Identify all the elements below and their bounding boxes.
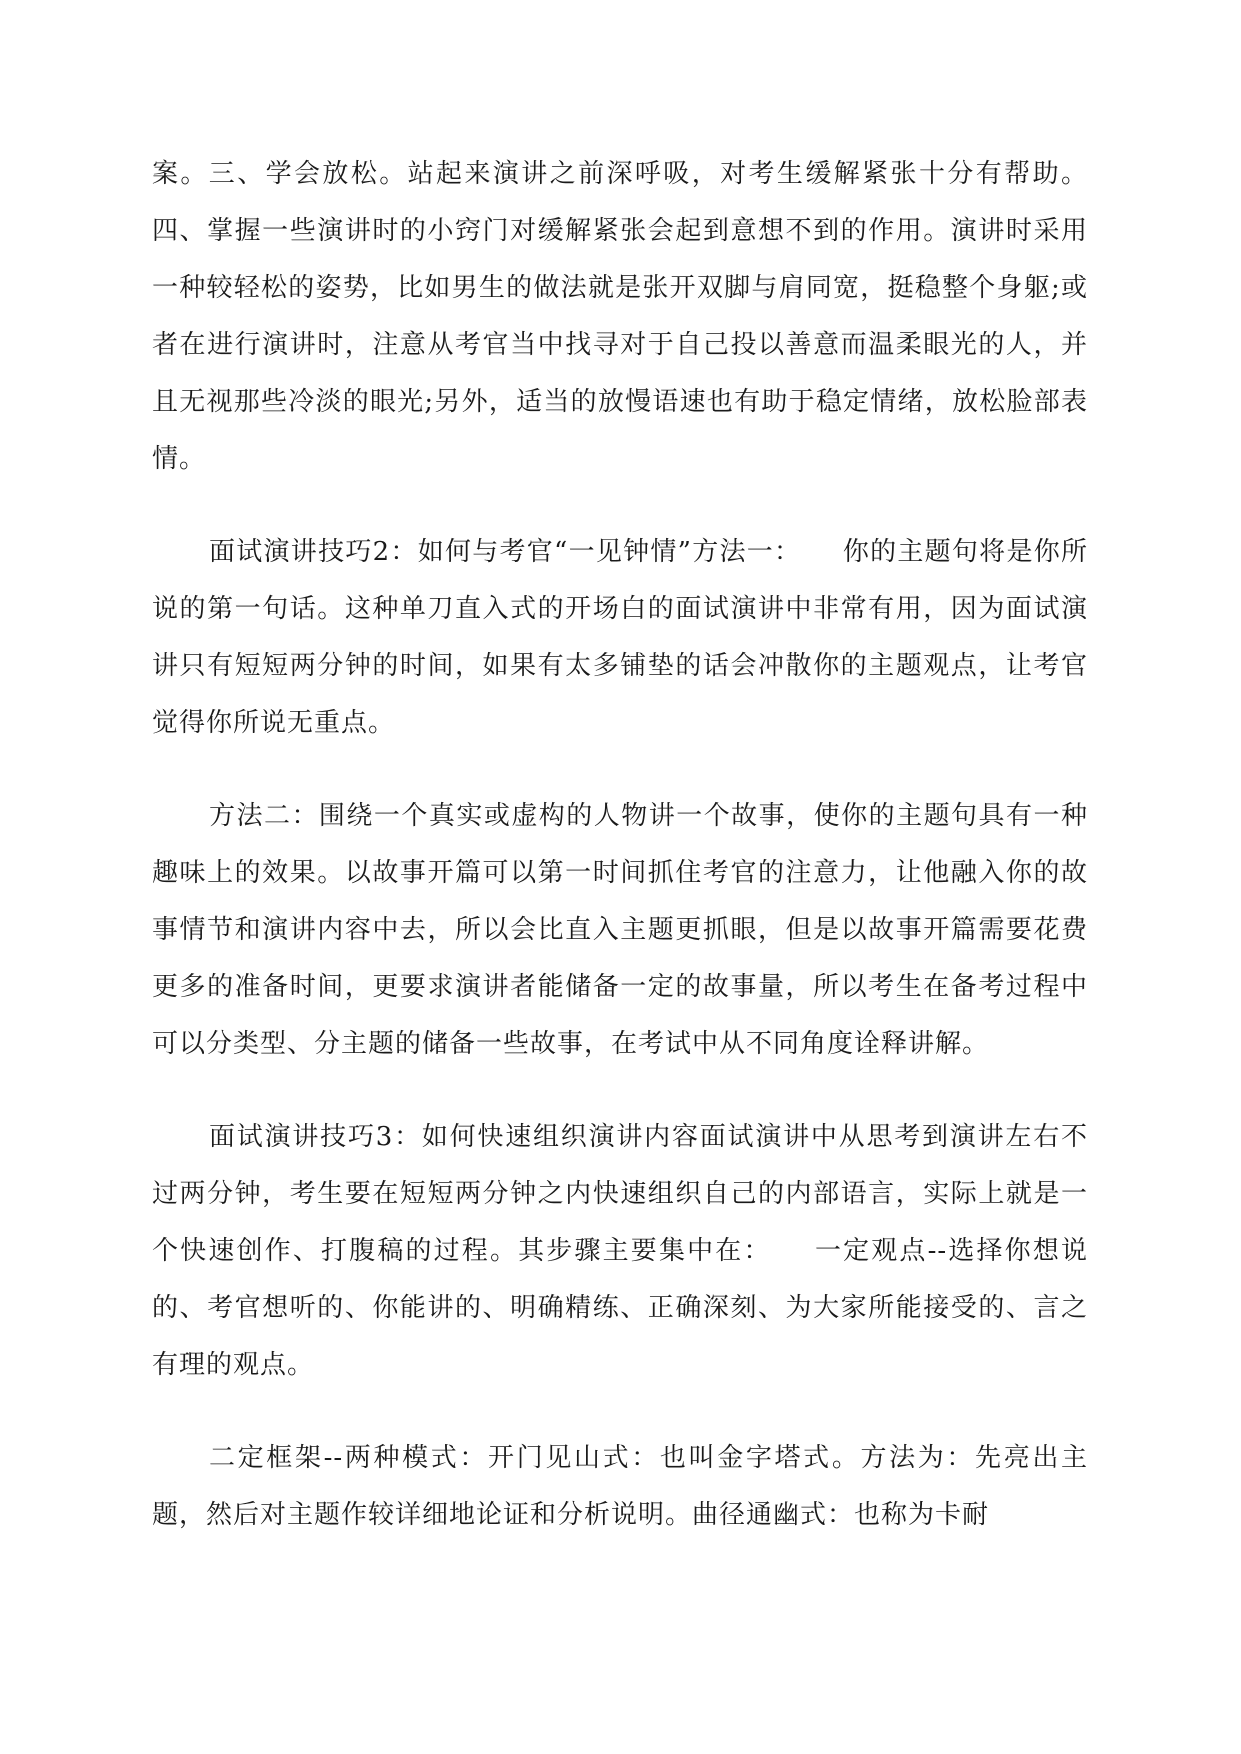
document-body (152, 146, 1088, 1580)
paragraph-tip-3: 面试演讲技巧3：如何快速组织演讲内容面试演讲中从思考到演讲左右不过两分钟，考生要在短短两分钟之内快速组织自己的内部语言，实际上就是一个快速创作、打腹稿的过程。其步骤主要集中在： 一定观点--选择你想说的、考官想听的、你能讲的、明确精练、正确深刻、为大家所能接受的、言之有理的观点。 (152, 1122, 1088, 1380)
paragraph-framework: 二定框架--两种模式：开门见山式：也叫金字塔式。方法为：先亮出主题，然后对主题作较详细地论证和分析说明。曲径通幽式：也称为卡耐 (152, 1443, 1088, 1530)
paragraph-continuation: 案。三、学会放松。站起来演讲之前深呼吸，对考生缓解紧张十分有帮助。四、掌握一些演讲时的小窍门对缓解紧张会起到意想不到的作用。演讲时采用一种较轻松的姿势，比如男生的做法就是张开双脚与肩同宽，挺稳整个身躯;或者在进行演讲时，注意从考官当中找寻对于自己投以善意而温柔眼光的人，并且无视那些冷淡的眼光;另外，适当的放慢语速也有助于稳定情绪，放松脸部表情。 (152, 159, 1088, 474)
paragraph-method-2: 方法二：围绕一个真实或虚构的人物讲一个故事，使你的主题句具有一种趣味上的效果。以故事开篇可以第一时间抓住考官的注意力，让他融入你的故事情节和演讲内容中去，所以会比直入主题更抓眼，但是以故事开篇需要花费更多的准备时间，更要求演讲者能储备一定的故事量，所以考生在备考过程中可以分类型、分主题的储备一些故事，在考试中从不同角度诠释讲解。 (152, 801, 1088, 1059)
paragraph-tip-2: 面试演讲技巧2：如何与考官“一见钟情”方法一： 你的主题句将是你所说的第一句话。这种单刀直入式的开场白的面试演讲中非常有用，因为面试演讲只有短短两分钟的时间，如果有太多铺垫的话会冲散你的主题观点，让考官觉得你所说无重点。 (152, 537, 1088, 738)
